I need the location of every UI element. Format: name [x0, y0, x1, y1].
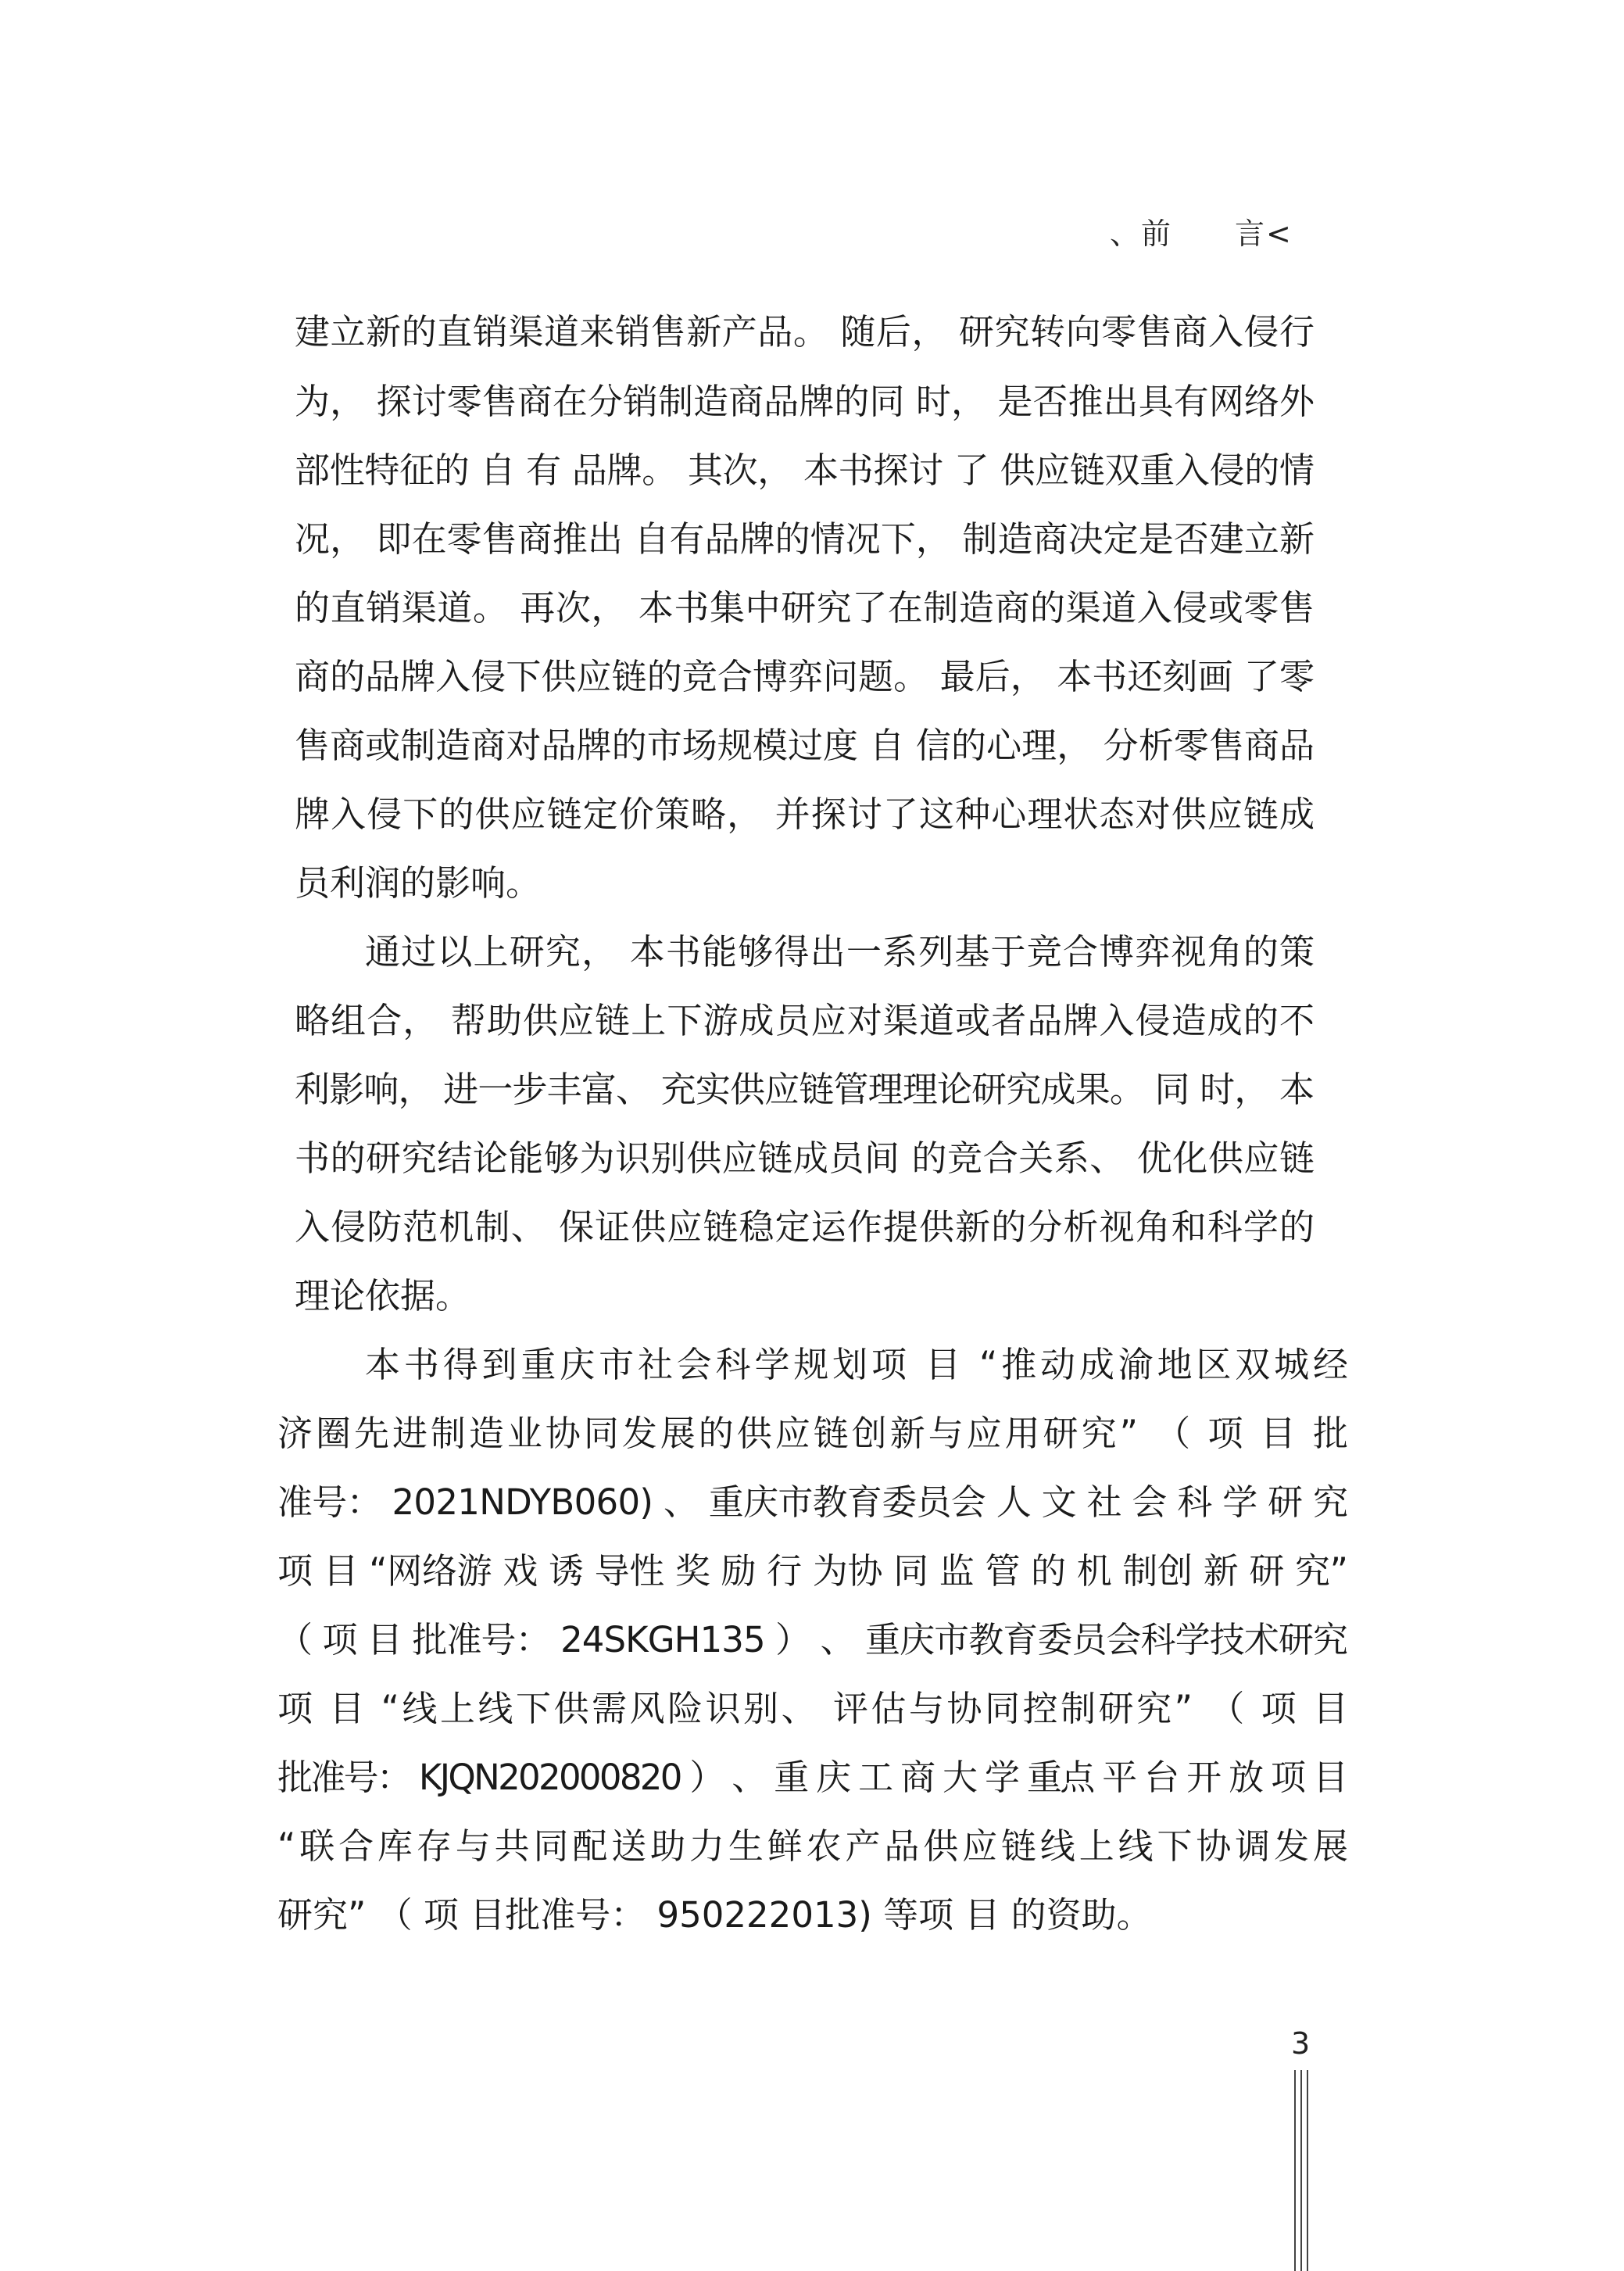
- text-line: 书的研究结论能够为识别供应链成员间 的竞合关系、 优化供应链: [295, 1137, 1315, 1179]
- text-line: “联合库存与共同配送助力生鲜农产品供应链线上线下协调发展: [277, 1825, 1352, 1867]
- text-line: 建立新的直销渠道来销售新产品。 随后， 研究转向零售商入侵行: [295, 311, 1315, 353]
- text-line: 为， 探讨零售商在分销制造商品牌的同 时， 是否推出具有网络外: [295, 381, 1315, 422]
- text-line: 项 目 “线上线下供需风险识别、 评估与协同控制研究” （ 项 目: [277, 1688, 1351, 1729]
- running-header: 、前 言<: [1110, 217, 1293, 251]
- text-line: 利影响， 进一步丰富、 充实供应链管理理论研究成果。 同 时， 本: [295, 1069, 1315, 1110]
- text-line: 批准号： KJQN202000820 ） 、 重 庆 工 商 大 学 重点 平 台 开 放 项 目: [277, 1757, 1347, 1798]
- text-line: 牌入侵下的供应链定价策略， 并探讨了这种心理状态对供应链成: [295, 793, 1316, 835]
- text-line: 的直销渠道。 再次， 本书集中研究了在制造商的渠道入侵或零售: [295, 587, 1315, 629]
- text-line: 部性特征的 自 有 品牌。 其次， 本书探讨 了 供应链双重入侵的情: [295, 450, 1315, 491]
- text-line: 商的品牌入侵下供应链的竞合博弈问题。 最后， 本书还刻画 了零: [295, 656, 1315, 697]
- text-line: 售商或制造商对品牌的市场规模过度 自 信的心理， 分析零售商品: [295, 725, 1315, 766]
- text-line: 入侵防范机制、 保证供应链稳定运作提供新的分析视角和科学的: [295, 1206, 1316, 1248]
- text-line: （ 项 目 批准号： 24SKGH135 ） 、 重庆市教育委员会科学技术研究: [277, 1619, 1348, 1660]
- text-line: 研究” （ 项 目批准号： 950222013) 等项 目 的资助。: [277, 1894, 1152, 1936]
- text-line: 准号： 2021NDYB060) 、 重庆市教育委员会 人 文 社 会 科 学 研 究: [277, 1481, 1348, 1523]
- text-line: 本书得到重庆市社会科学规划项 目 “推动成渝地区双城经: [365, 1344, 1352, 1385]
- text-line: 通过以上研究， 本书能够得出一系列基于竞合博弈视角的策: [365, 931, 1316, 973]
- page-number: 3: [1291, 2026, 1311, 2061]
- text-line: 员利润的影响。: [295, 862, 542, 904]
- text-line: 况， 即在零售商推出 自有品牌的情况下， 制造商决定是否建立新: [295, 518, 1315, 560]
- margin-rule: [1300, 2070, 1302, 2271]
- text-line: 理论依据。: [295, 1275, 471, 1316]
- text-line: 济圈先进制造业协同发展的供应链创新与应用研究” （ 项 目 批: [277, 1413, 1351, 1454]
- text-line: 略组合， 帮助供应链上下游成员应对渠道或者品牌入侵造成的不: [295, 1000, 1316, 1041]
- margin-rule: [1307, 2070, 1308, 2271]
- text-line: 项 目 “网络游 戏 诱 导性 奖 励 行 为协 同 监 管 的 机 制创 新 研 究”: [277, 1550, 1348, 1592]
- margin-rule: [1294, 2070, 1296, 2271]
